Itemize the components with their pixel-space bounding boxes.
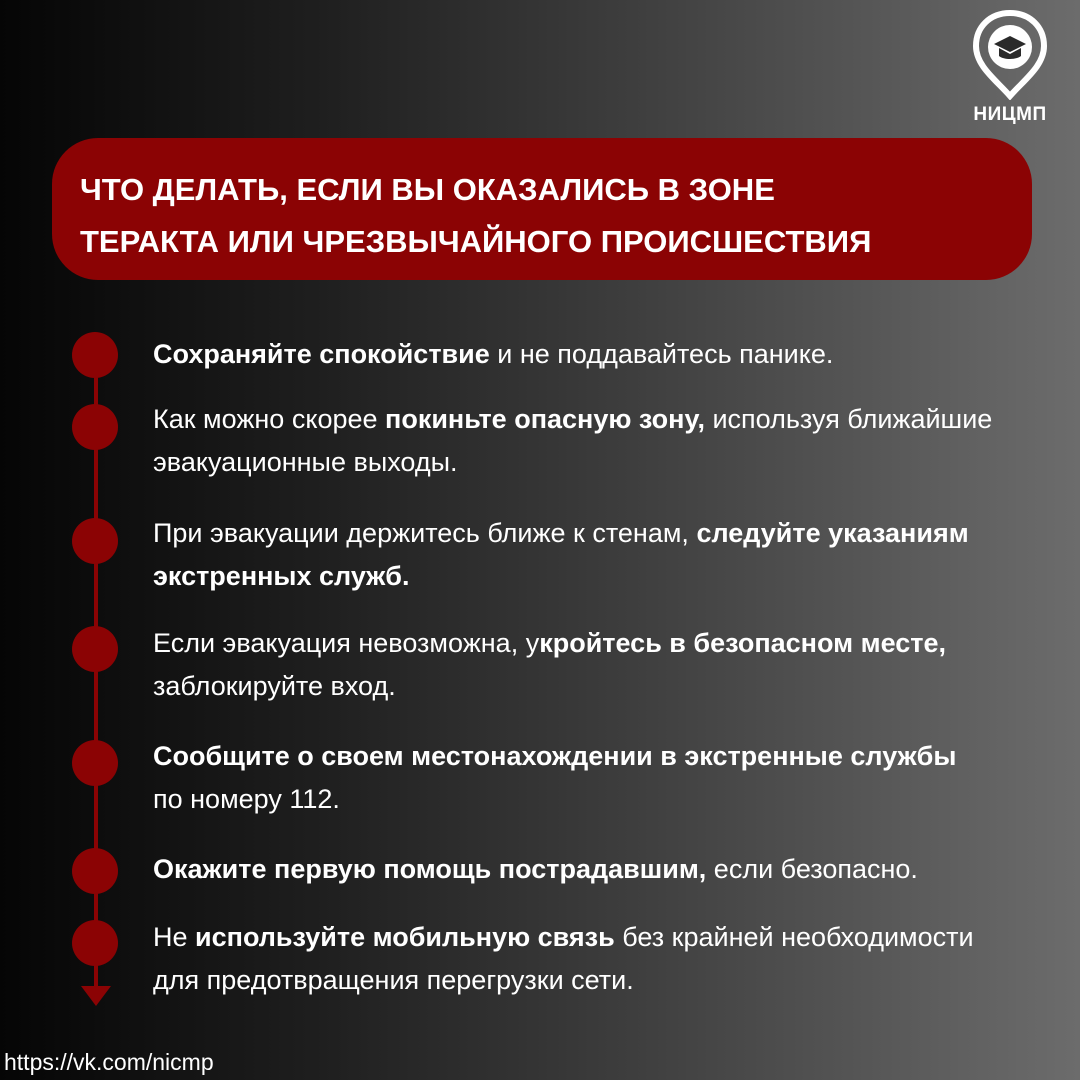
list-item <box>153 848 1063 891</box>
item-text-bold: Сохраняйте спокойствие <box>153 339 490 369</box>
timeline-dot <box>72 920 118 966</box>
timeline-dot <box>72 332 118 378</box>
item-text-bold: Сообщите о своем местонахождении в экстренные службы <box>153 741 957 771</box>
item-text: Если эвакуация невозможна, у <box>153 628 540 658</box>
list-item <box>153 512 983 598</box>
footer-url: https://vk.com/nicmp <box>4 1049 214 1075</box>
timeline-dot <box>72 518 118 564</box>
timeline-dot <box>72 848 118 894</box>
timeline-dot <box>72 740 118 786</box>
item-text: если безопасно. <box>706 854 918 884</box>
item-text: и не поддавайтесь панике. <box>489 339 834 369</box>
list-item <box>153 735 983 821</box>
list-item <box>153 333 1058 376</box>
item-text: без крайней необходимости для предотвращения перегрузки сети. <box>153 922 974 995</box>
item-text-bold: следуйте указаниям экстренных служб. <box>153 518 969 591</box>
brand-name: НИЦМП <box>973 104 1047 125</box>
item-text: заблокируйте вход. <box>153 671 396 701</box>
item-text: Не <box>153 922 196 952</box>
item-text-bold: используйте мобильную связь <box>195 922 615 952</box>
timeline-dot <box>72 626 118 672</box>
list-item <box>153 398 1003 484</box>
title-banner <box>52 138 1032 280</box>
timeline-arrow-icon <box>81 986 111 1006</box>
item-text: используя ближайшие эвакуационные выходы. <box>153 404 993 477</box>
graduation-cap-pin-icon <box>972 10 1048 100</box>
brand-logo <box>960 10 1060 125</box>
item-text: по номеру 112. <box>153 784 340 814</box>
title-line-2: ТЕРАКТА ИЛИ ЧРЕЗВЫЧАЙНОГО ПРОИСШЕСТВИЯ <box>80 224 872 259</box>
list-item <box>153 622 1003 708</box>
list-item <box>153 916 1003 1002</box>
item-text: Как можно скорее <box>153 404 386 434</box>
item-text-bold: кройтесь в безопасном месте, <box>539 628 946 658</box>
title-line-1: ЧТО ДЕЛАТЬ, ЕСЛИ ВЫ ОКАЗАЛИСЬ В ЗОНЕ <box>80 172 775 207</box>
timeline-dot <box>72 404 118 450</box>
item-text-bold: Окажите первую помощь пострадавшим, <box>153 854 707 884</box>
item-text-bold: покиньте опасную зону, <box>385 404 705 434</box>
item-text: При эвакуации держитесь ближе к стенам, <box>153 518 697 548</box>
